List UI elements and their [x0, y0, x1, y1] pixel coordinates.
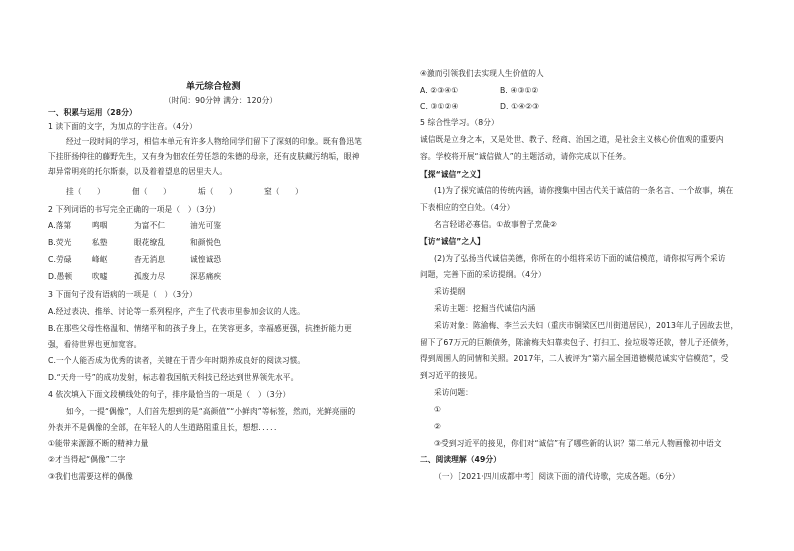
q4-item: ④激而引领我们去实现人生价值的人	[420, 69, 544, 78]
q4-item: ③我们也需要这样的偶像	[48, 472, 133, 481]
q4-option: B. ④③①②	[500, 86, 539, 95]
q4-passage-line: 外表并不是偶像的全部，在年轻人的人生道路阻重且长，想想．．．．．	[48, 423, 282, 432]
q1-passage-line: 经过一段时间的学习，相信本单元有许多人物给同学们留下了深刻的印象。既有鲁迅笔	[66, 137, 362, 146]
q2-option-cell: 眼花缭乱	[134, 238, 166, 247]
task1-heading: 【探“诚信”之义】	[420, 170, 485, 179]
q2-option-cell: 诚惶诚恐	[190, 255, 222, 264]
outline-object-line: 留下了67万元的巨额债务，陈渝梅夫妇靠卖包子、打扫工、捡垃圾等还款，替儿子还债务，	[420, 338, 734, 347]
task1-line: 下表相应的空白处。（4分）	[420, 203, 515, 212]
q2-option-cell: C.劳碌	[48, 255, 72, 264]
q4-option: D. ①④②③	[500, 102, 540, 111]
q1-char-blank: 佃（ ）	[132, 187, 171, 196]
q5-passage-line: 容。学校将开展“诚信做人”的主题活动，请你完成以下任务。	[420, 152, 631, 161]
q4-passage-line: 如今，一提“偶像”，人们首先想到的是“高颜值”“小鲜肉”等标签，然而，光鲜亮丽的	[66, 407, 356, 416]
time-info: （时间：90分钟 满分：120分）	[164, 96, 278, 105]
q1-char-blank: 挂（ ）	[66, 187, 105, 196]
q2-option-cell: B.荧光	[48, 238, 72, 247]
q2-option-cell: 和颜悦色	[190, 238, 222, 247]
q2-prompt: 2 下列词语的书写完全正确的一项是（ ）（3分）	[48, 205, 221, 214]
question-item: ①	[434, 405, 441, 414]
q4-item: ②才当得起“偶像”二字	[48, 455, 126, 464]
task2-line: 问题，完善下面的采访提纲。（4分）	[420, 270, 546, 279]
outline-topic: 采访主题：挖掘当代诚信内涵	[434, 304, 536, 313]
task1-table: 名言轻诺必寡信。①故事曾子烹彘②	[434, 220, 558, 229]
q1-passage-line: 却异常明亮的托尔斯泰，以及着着望息的居里夫人。	[48, 167, 228, 176]
outline-object-line: 到习近平的接见。	[420, 371, 483, 380]
task1-line: (1)为了探究诚信的传统内涵，请你搜集中国古代关于诚信的一条名言、一个故事，填在	[434, 186, 734, 195]
q2-option-cell: D.愚顿	[48, 272, 73, 281]
q1-passage-line: 下挂肝扬抑往的藤野先生，又有身为佃农任劳任怨的朱德的母亲，还有皮肤藏污纳垢，眼神	[48, 152, 360, 161]
q5-prompt: 5 综合性学习。（8分）	[420, 118, 499, 127]
q3-option-b: B.在那些父母性格温和、情绪平和的孩子身上，在笑容更多，幸福感更强，抗挫折能力更	[48, 324, 352, 333]
outline-object-line: 采访对象：陈渝梅、李兰云夫妇（重庆市铜梁区巴川街道居民），2013年儿子因故去世，	[434, 321, 739, 330]
q1-prompt: 1 读下面的文字，为加点的字注音。（4分）	[48, 122, 197, 131]
q3-option-b-cont: 强，看待世界也更加宽容。	[48, 340, 142, 349]
q2-option-cell: 峰岖	[92, 255, 108, 264]
q3-prompt: 3 下面句子没有语病的一项是（ ）（3分）	[48, 290, 197, 299]
outline-title: 采访提纲	[434, 287, 466, 296]
q5-passage-line: 诚信既是立身之本，又是处世、教子、经商、治国之道，是社会主义核心价值观的重要内	[420, 135, 724, 144]
q2-option-cell: 为富不仁	[134, 221, 166, 230]
q2-option-cell: 吹嘘	[92, 272, 108, 281]
q4-item: ①能带来源源不断的精神力量	[48, 439, 149, 448]
q2-option-cell: 鸣咽	[92, 221, 108, 230]
q2-option-cell: 油光可鉴	[190, 221, 222, 230]
q2-option-cell: 杳无消息	[134, 255, 166, 264]
q3-option-c: C.一个人能否成为优秀的读者，关键在于青少年时期养成良好的阅读习惯。	[48, 356, 306, 365]
task2-line: (2)为了弘扬当代诚信美德，你所在的小组将采访下面的诚信模范，请你拟写两个采访	[434, 254, 726, 263]
page-title: 单元综合检测	[186, 82, 241, 92]
q4-prompt: 4 依次填入下面文段横线处的句子，排序最恰当的一项是（ ）（3分）	[48, 390, 291, 399]
q1-char-blank: 窒（ ）	[264, 187, 303, 196]
q2-option-cell: 私塾	[92, 238, 108, 247]
q4-option: C. ③①②④	[420, 102, 459, 111]
section2-heading: 二、阅读理解（49分）	[420, 455, 501, 464]
q1-char-blank: 垢（ ）	[198, 187, 237, 196]
q3-option-a: A.经过表决、推举、讨论等一系列程序，产生了代表市里参加会议的人选。	[48, 307, 305, 316]
outline-object-line: 得到周围人的同情和关照。2017年，二人被评为“第六届全国道德模范诚实守信模范”，受	[420, 354, 729, 363]
question-item: ③受到习近平的接见，你们对“诚信”有了哪些新的认识？第二单元人物画像初中语文	[434, 439, 722, 448]
q4-option: A. ②③④①	[420, 86, 459, 95]
reading-intro: （一）［2021·四川成都中考］阅读下面的清代诗歌，完成各题。（6分）	[434, 472, 680, 481]
outline-questions: 采访问题：	[434, 388, 473, 397]
q2-option-cell: A.落第	[48, 221, 72, 230]
section1-heading: 一、积累与运用（28分）	[48, 108, 137, 117]
task2-heading: 【访“诚信”之人】	[420, 237, 485, 246]
q3-option-d: D.“天舟一号”的成功发射，标志着我国航天科技已经达到世界领先水平。	[48, 373, 299, 382]
q2-option-cell: 深恶痛疾	[190, 272, 222, 281]
question-item: ②	[434, 422, 441, 431]
q2-option-cell: 孤废力尽	[134, 272, 166, 281]
